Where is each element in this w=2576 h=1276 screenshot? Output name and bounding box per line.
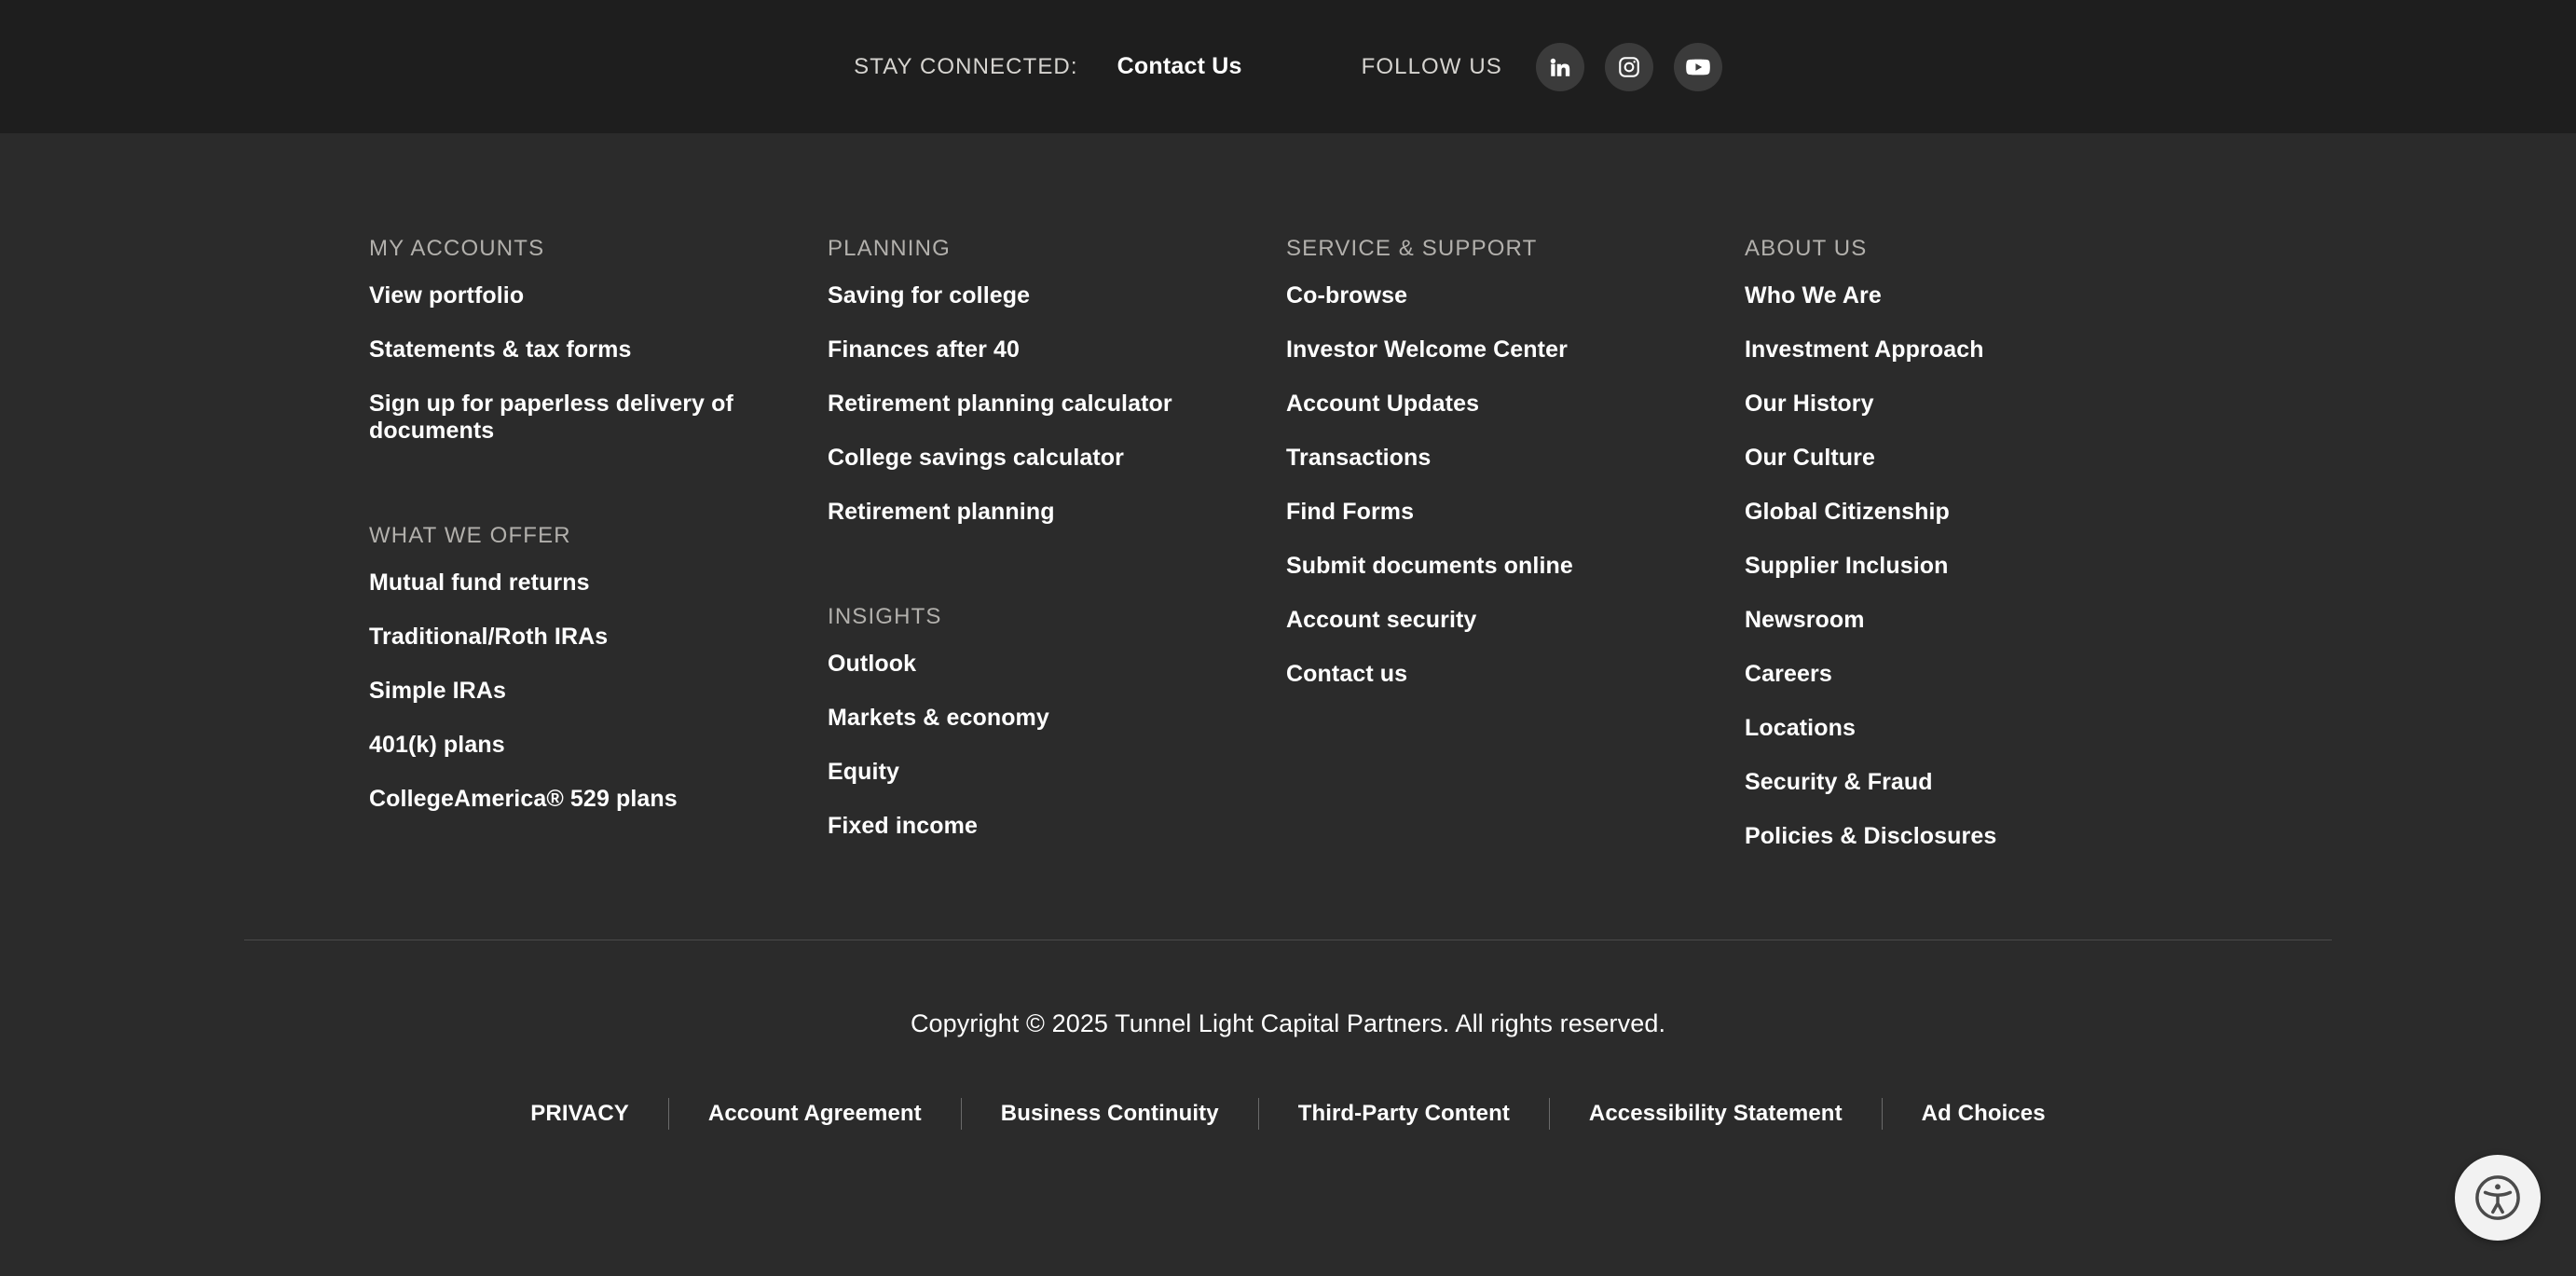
footer-link[interactable]: Contact us — [1286, 661, 1408, 687]
footer-link[interactable]: Account security — [1286, 607, 1477, 633]
footer-link[interactable]: Retirement planning — [828, 499, 1055, 525]
legal-link-ad-choices[interactable]: Ad Choices — [1921, 1101, 2046, 1126]
footer-link[interactable]: Mutual fund returns — [369, 569, 590, 596]
footer-link[interactable]: Investor Welcome Center — [1286, 336, 1568, 363]
footer-link[interactable]: Submit documents online — [1286, 553, 1573, 579]
footer-link[interactable]: Markets & economy — [828, 705, 1049, 731]
instagram-icon[interactable] — [1605, 43, 1653, 91]
group-title-planning: PLANNING — [828, 236, 951, 261]
follow-us-label: FOLLOW US — [1361, 53, 1502, 79]
link-group-about-us — [1745, 236, 2248, 850]
footer-link[interactable]: Newsroom — [1745, 607, 1865, 633]
copyright-text: Copyright © 2025 Tunnel Light Capital Partners. All rights reserved. — [910, 1009, 1666, 1037]
footer-link[interactable]: Simple IRAs — [369, 678, 506, 704]
footer-link[interactable]: Find Forms — [1286, 499, 1415, 525]
link-group-insights — [828, 604, 1286, 840]
footer-link[interactable]: Co-browse — [1286, 282, 1408, 309]
footer-link[interactable]: Transactions — [1286, 445, 1432, 471]
footer-link[interactable]: Our Culture — [1745, 445, 1875, 471]
legal-link-account-agreement[interactable]: Account Agreement — [707, 1101, 922, 1126]
footer-link[interactable]: Who We Are — [1745, 282, 1882, 309]
group-title-about-us: ABOUT US — [1745, 236, 1868, 261]
legal-link-privacy[interactable]: PRIVACY — [530, 1101, 629, 1126]
accessibility-icon[interactable] — [2455, 1155, 2541, 1241]
legal-links-row — [0, 1098, 2576, 1130]
link-group-service-support — [1286, 236, 1745, 688]
footer-link[interactable]: View portfolio — [369, 282, 525, 309]
footer-column-planning — [828, 236, 1286, 850]
footer-link[interactable]: Global Citizenship — [1745, 499, 1950, 525]
group-title-insights: INSIGHTS — [828, 604, 942, 629]
footer-link[interactable]: Sign up for paperless delivery of documents — [369, 391, 733, 444]
legal-link-accessibility-statement[interactable]: Accessibility Statement — [1588, 1101, 1843, 1126]
footer-link-columns — [369, 133, 2466, 850]
stay-connected-label: STAY CONNECTED: — [854, 53, 1078, 79]
footer-column-my-accounts — [369, 236, 828, 850]
link-group-what-we-offer — [369, 523, 828, 813]
footer-link[interactable]: CollegeAmerica® 529 plans — [369, 786, 678, 812]
footer-link[interactable]: Careers — [1745, 661, 1832, 687]
footer-link[interactable]: Policies & Disclosures — [1745, 823, 1997, 849]
footer-link[interactable]: 401(k) plans — [369, 732, 505, 758]
footer-link[interactable]: Statements & tax forms — [369, 336, 632, 363]
footer-link[interactable]: Saving for college — [828, 282, 1031, 309]
contact-us-link[interactable]: Contact Us — [1117, 53, 1242, 79]
youtube-icon[interactable] — [1674, 43, 1722, 91]
legal-link-business-continuity[interactable]: Business Continuity — [1000, 1101, 1219, 1126]
footer-link[interactable]: Locations — [1745, 715, 1856, 741]
footer-link[interactable]: Account Updates — [1286, 391, 1480, 417]
footer-column-about-us — [1745, 236, 2248, 850]
footer-link[interactable]: Traditional/Roth IRAs — [369, 624, 609, 650]
group-title-service-support: SERVICE & SUPPORT — [1286, 236, 1538, 261]
footer-link[interactable]: Supplier Inclusion — [1745, 553, 1949, 579]
footer-link[interactable]: Investment Approach — [1745, 336, 1984, 363]
link-group-planning — [828, 236, 1286, 526]
footer-link[interactable]: Security & Fraud — [1745, 769, 1933, 795]
footer-link[interactable]: Retirement planning calculator — [828, 391, 1172, 417]
footer-column-service-support — [1286, 236, 1745, 850]
social-bar — [0, 0, 2576, 133]
footer-link[interactable]: College savings calculator — [828, 445, 1124, 471]
footer-link[interactable]: Finances after 40 — [828, 336, 1020, 363]
social-links — [1536, 43, 1722, 91]
footer-link[interactable]: Fixed income — [828, 813, 978, 839]
group-title-my-accounts: MY ACCOUNTS — [369, 236, 545, 261]
link-group-my-accounts — [369, 236, 828, 445]
legal-link-third-party-content[interactable]: Third-Party Content — [1297, 1101, 1510, 1126]
footer-link[interactable]: Our History — [1745, 391, 1874, 417]
group-title-what-we-offer: WHAT WE OFFER — [369, 523, 571, 548]
linkedin-icon[interactable] — [1536, 43, 1584, 91]
footer-link[interactable]: Equity — [828, 759, 899, 785]
footer-link[interactable]: Outlook — [828, 651, 917, 677]
